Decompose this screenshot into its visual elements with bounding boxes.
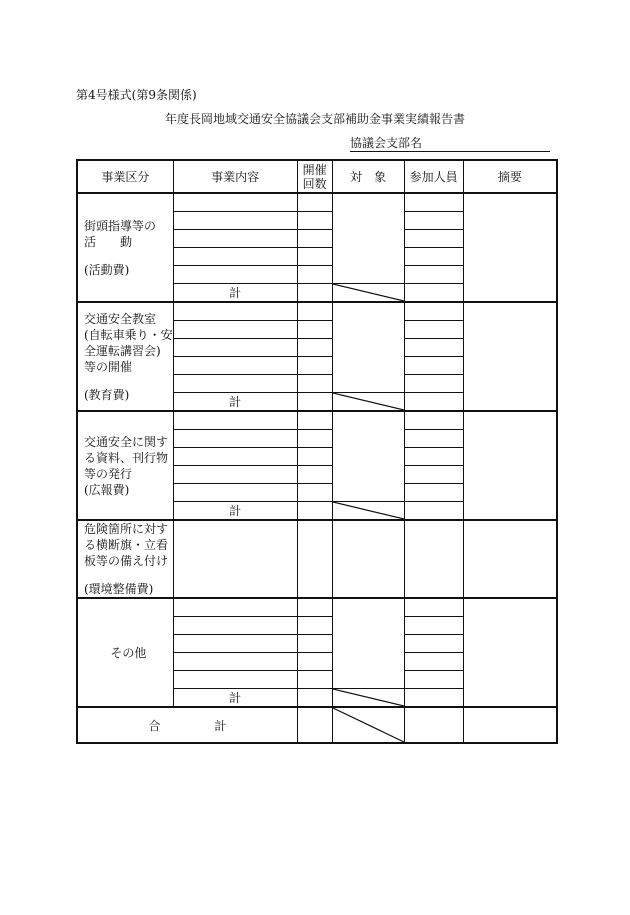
target-cell-slashed bbox=[332, 393, 404, 412]
category-line: る資料、刊行物 bbox=[84, 450, 169, 465]
count-cell[interactable] bbox=[297, 284, 332, 303]
remarks-cell[interactable] bbox=[463, 520, 557, 598]
diagonal-slash-icon bbox=[333, 284, 404, 301]
content-cell[interactable] bbox=[173, 653, 297, 671]
count-cell[interactable] bbox=[297, 707, 332, 743]
table-row bbox=[77, 302, 557, 321]
participants-cell[interactable] bbox=[404, 671, 463, 689]
category-line: 街頭指導等の bbox=[84, 218, 157, 233]
content-cell[interactable] bbox=[173, 448, 297, 466]
content-cell[interactable] bbox=[173, 520, 297, 598]
content-cell[interactable] bbox=[173, 230, 297, 248]
participants-cell[interactable] bbox=[404, 653, 463, 671]
content-cell[interactable] bbox=[173, 617, 297, 635]
content-cell[interactable] bbox=[173, 193, 297, 212]
remarks-cell[interactable] bbox=[463, 411, 557, 520]
category-line: 交通安全教室 bbox=[84, 311, 157, 326]
category-line: 板等の備え付け bbox=[84, 554, 169, 568]
grand-total-label bbox=[77, 707, 297, 743]
content-cell[interactable] bbox=[173, 302, 297, 321]
report-table bbox=[76, 159, 558, 744]
category-cell bbox=[77, 520, 173, 598]
participants-cell[interactable] bbox=[404, 502, 463, 521]
content-cell[interactable] bbox=[173, 357, 297, 375]
content-cell[interactable] bbox=[173, 375, 297, 393]
target-cell[interactable] bbox=[332, 193, 404, 284]
category-line: (広報費) bbox=[84, 482, 130, 497]
count-cell[interactable] bbox=[297, 230, 332, 248]
participants-cell[interactable] bbox=[404, 193, 463, 212]
count-cell[interactable] bbox=[297, 248, 332, 266]
participants-cell[interactable] bbox=[404, 230, 463, 248]
participants-cell[interactable] bbox=[404, 302, 463, 321]
participants-cell[interactable] bbox=[404, 635, 463, 653]
count-cell[interactable] bbox=[297, 484, 332, 502]
category-cell bbox=[77, 193, 173, 302]
count-cell[interactable] bbox=[297, 430, 332, 448]
participants-cell[interactable] bbox=[404, 248, 463, 266]
target-cell[interactable] bbox=[332, 302, 404, 393]
category-line: 交通安全に関す bbox=[84, 434, 169, 449]
category-cell bbox=[77, 598, 173, 707]
count-cell[interactable] bbox=[297, 653, 332, 671]
table-row bbox=[77, 411, 557, 430]
table-row bbox=[77, 193, 557, 212]
grand-total-label-left: 合 bbox=[148, 718, 161, 733]
content-cell[interactable] bbox=[173, 266, 297, 284]
count-cell[interactable] bbox=[297, 635, 332, 653]
table-row bbox=[77, 598, 557, 617]
category-line: 危険箇所に対す bbox=[84, 522, 169, 536]
category-line: 全運転講習会) bbox=[84, 343, 161, 358]
count-cell[interactable] bbox=[297, 212, 332, 230]
table-header-row bbox=[77, 160, 557, 193]
participants-cell[interactable] bbox=[404, 598, 463, 617]
count-cell[interactable] bbox=[297, 393, 332, 412]
count-cell[interactable] bbox=[297, 302, 332, 321]
participants-cell[interactable] bbox=[404, 448, 463, 466]
category-line: (自転車乗り・安 bbox=[84, 327, 173, 342]
content-cell[interactable] bbox=[173, 339, 297, 357]
participants-cell[interactable] bbox=[404, 375, 463, 393]
remarks-cell[interactable] bbox=[463, 707, 557, 743]
content-cell[interactable] bbox=[173, 466, 297, 484]
category-line: (活動費) bbox=[84, 262, 130, 277]
content-cell[interactable] bbox=[173, 671, 297, 689]
count-cell[interactable] bbox=[297, 321, 332, 339]
target-cell-slashed bbox=[332, 707, 404, 743]
content-cell[interactable] bbox=[173, 430, 297, 448]
subtotal-label[interactable]: 計 bbox=[173, 393, 297, 412]
content-cell[interactable] bbox=[173, 212, 297, 230]
category-line: る横断旗・立看 bbox=[84, 538, 169, 552]
subtotal-label[interactable]: 計 bbox=[173, 284, 297, 303]
category-line: 等の発行 bbox=[84, 466, 133, 481]
count-cell[interactable] bbox=[297, 411, 332, 430]
target-cell[interactable] bbox=[332, 411, 404, 502]
participants-cell[interactable] bbox=[404, 520, 463, 598]
content-cell[interactable] bbox=[173, 248, 297, 266]
content-cell[interactable] bbox=[173, 484, 297, 502]
content-cell[interactable] bbox=[173, 321, 297, 339]
count-cell[interactable] bbox=[297, 266, 332, 284]
participants-cell[interactable] bbox=[404, 484, 463, 502]
content-cell[interactable] bbox=[173, 598, 297, 617]
count-cell[interactable] bbox=[297, 520, 332, 598]
col-header-count: 開催 回数 bbox=[297, 160, 332, 193]
remarks-cell[interactable] bbox=[463, 193, 557, 302]
col-header-content: 事業内容 bbox=[173, 160, 297, 193]
grand-total-row bbox=[77, 707, 557, 743]
category-line: (環境整備費) bbox=[84, 582, 154, 596]
count-cell[interactable] bbox=[297, 502, 332, 521]
count-cell[interactable] bbox=[297, 375, 332, 393]
participants-cell[interactable] bbox=[404, 707, 463, 743]
participants-cell[interactable] bbox=[404, 430, 463, 448]
category-cell bbox=[77, 411, 173, 520]
document-title: 年度長岡地域交通安全協議会支部補助金事業実績報告書 bbox=[164, 112, 465, 126]
col-header-participants: 参加人員 bbox=[404, 160, 463, 193]
count-cell[interactable] bbox=[297, 689, 332, 708]
target-cell-slashed bbox=[332, 284, 404, 303]
participants-cell[interactable] bbox=[404, 393, 463, 412]
remarks-cell[interactable] bbox=[463, 302, 557, 411]
remarks-cell[interactable] bbox=[463, 598, 557, 707]
subtotal-label[interactable]: 計 bbox=[173, 689, 297, 708]
count-cell[interactable] bbox=[297, 671, 332, 689]
count-cell[interactable] bbox=[297, 357, 332, 375]
col-header-remarks: 摘要 bbox=[463, 160, 557, 193]
category-line: (教育費) bbox=[84, 387, 130, 402]
count-cell[interactable] bbox=[297, 466, 332, 484]
category-line: 等の開催 bbox=[84, 359, 133, 374]
participants-cell[interactable] bbox=[404, 284, 463, 303]
participants-cell[interactable] bbox=[404, 617, 463, 635]
target-cell[interactable] bbox=[332, 520, 404, 598]
content-cell[interactable] bbox=[173, 411, 297, 430]
diagonal-slash-icon bbox=[333, 393, 404, 410]
participants-cell[interactable] bbox=[404, 689, 463, 708]
count-cell[interactable] bbox=[297, 339, 332, 357]
diagonal-slash-icon bbox=[333, 502, 404, 519]
council-branch-name-field: 協議会支部名 bbox=[350, 136, 550, 152]
col-header-category: 事業区分 bbox=[77, 160, 173, 193]
content-cell[interactable] bbox=[173, 635, 297, 653]
participants-cell[interactable] bbox=[404, 411, 463, 430]
subtotal-label[interactable]: 計 bbox=[173, 502, 297, 521]
count-cell[interactable] bbox=[297, 598, 332, 617]
category-cell bbox=[77, 302, 173, 411]
participants-cell[interactable] bbox=[404, 339, 463, 357]
count-cell[interactable] bbox=[297, 617, 332, 635]
col-header-target: 対 象 bbox=[332, 160, 404, 193]
diagonal-slash-icon bbox=[333, 708, 404, 742]
participants-cell[interactable] bbox=[404, 357, 463, 375]
form-number: 第4号様式(第9条関係) bbox=[76, 88, 197, 102]
target-cell-slashed bbox=[332, 502, 404, 521]
target-cell-slashed bbox=[332, 689, 404, 708]
participants-cell[interactable] bbox=[404, 266, 463, 284]
participants-cell[interactable] bbox=[404, 466, 463, 484]
diagonal-slash-icon bbox=[333, 689, 404, 706]
count-cell[interactable] bbox=[297, 193, 332, 212]
category-line: その他 bbox=[110, 645, 147, 660]
grand-total-label-right: 計 bbox=[214, 718, 227, 733]
target-cell[interactable] bbox=[332, 598, 404, 689]
category-line: 活 動 bbox=[84, 234, 133, 249]
participants-cell[interactable] bbox=[404, 321, 463, 339]
count-cell[interactable] bbox=[297, 448, 332, 466]
participants-cell[interactable] bbox=[404, 212, 463, 230]
